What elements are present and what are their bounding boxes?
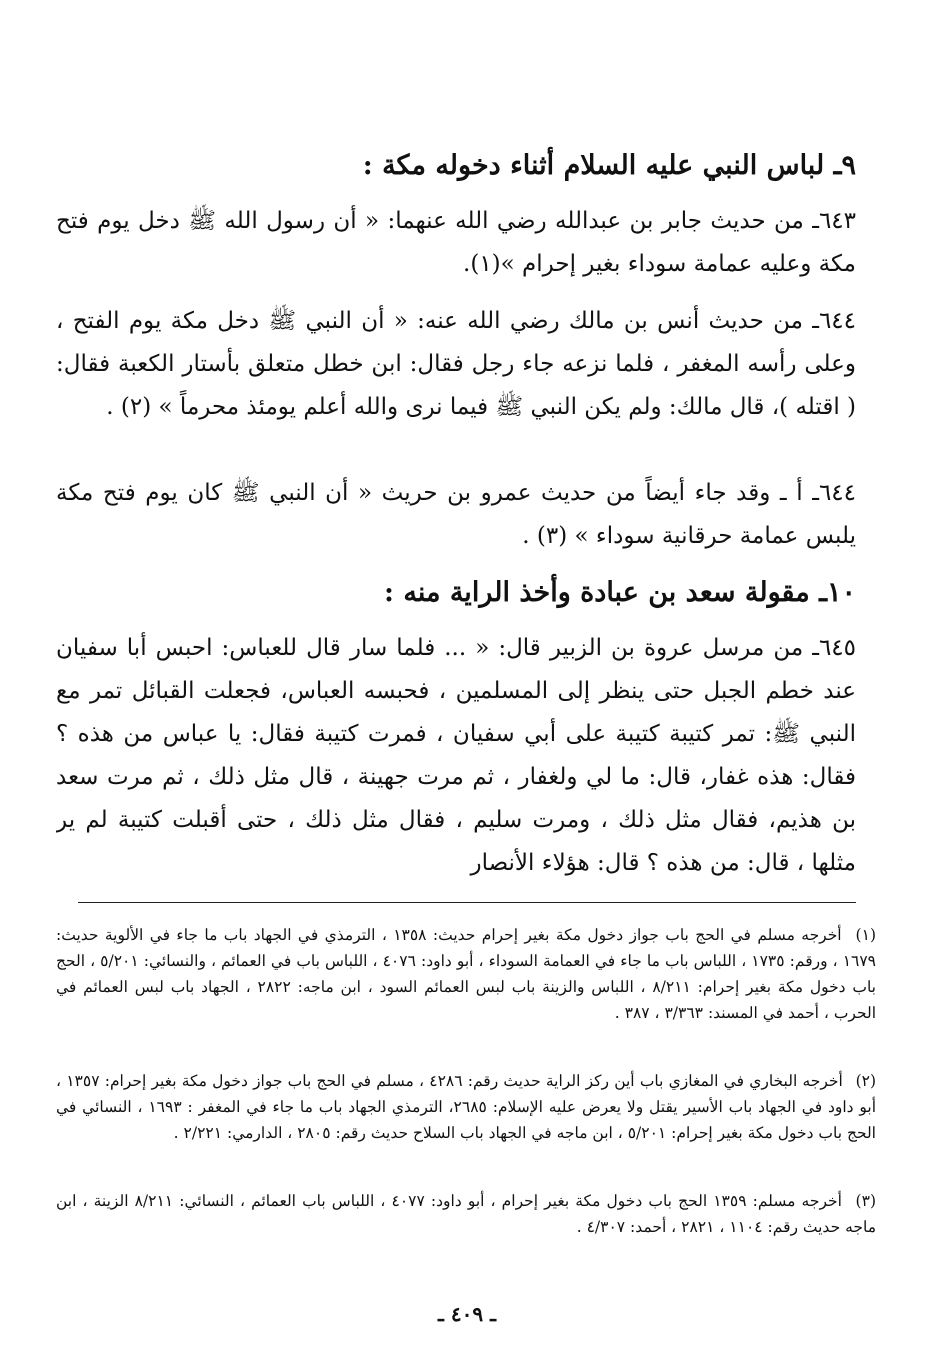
hadith-645: ٦٤٥ـ من مرسل عروة بن الزبير قال: « ... فلما سار قال للعباس: احبس أبا سفيان عند خطم الجبل حتى ينظر إلى المسلمين ، فحبسه العباس، فجعلت القبائل تمر مع النبي ﷺ: تمر كتيبة كتيبة على أبي سفيان ، فمرت كتيبة فقال: يا عباس من هذه ؟ فقال: هذه غفار، قال: ما لي ولغفار ، ثم مرت جهينة ، قال مثل ذلك ، ثم مرت سعد بن هذيم، فقال مثل ذلك ، ومرت سليم ، فقال مثل ذلك ، حتى أقبلت كتيبة لم ير مثلها ، قال: من هذه ؟ قال: هؤلاء الأنصار	[56, 635, 856, 876]
footnote-text: أخرجه مسلم في الحج باب جواز دخول مكة بغير إحرام حديث: ١٣٥٨ ، الترمذي في الجهاد باب ما جاء في الألوية حديث: ١٦٧٩ ، ورقم: ١٧٣٥ ، اللباس باب ما جاء في العمامة السوداء ، أبو داود: ٤٠٧٦ ، اللباس باب في العمائم ، والنسائي: ٥/٢٠١ ، الحج باب دخول مكة بغير إحرام: ٨/٢١١ ، اللباس والزينة باب لبس العمائم السود ، ابن ماجه: ٢٨٢٢ ، الجهاد باب لبس العمائم في الحرب ، أحمد في المسند: ٣/٣٦٣ ، ٣٨٧ .	[56, 926, 876, 1022]
footnote-2	[56, 1068, 876, 1176]
hadith-644a: ٦٤٤ـ أ ـ وقد جاء أيضاً من حديث عمرو بن حريث « أن النبي ﷺ كان يوم فتح مكة يلبس عمامة حرقانية سوداء » (٣) .	[56, 480, 856, 549]
hadith-643: ٦٤٣ـ من حديث جابر بن عبدالله رضي الله عنهما: « أن رسول الله ﷺ دخل يوم فتح مكة وعليه عمامة سوداء بغير إحرام »(١).	[56, 208, 856, 277]
page-number: ـ ٤٠٩ ـ	[438, 1302, 496, 1326]
footnote-1	[56, 922, 876, 1054]
footnote-number: (٣)	[855, 1192, 876, 1210]
section-heading-10: ١٠ـ مقولة سعد بن عبادة وأخذ الراية منه :	[383, 577, 856, 608]
section-heading-9: ٩ـ لباس النبي عليه السلام أثناء دخوله مكة :	[362, 150, 856, 181]
footnote-number: (٢)	[855, 1072, 876, 1090]
footnote-3	[56, 1188, 876, 1244]
footnote-number: (١)	[855, 926, 876, 944]
footnote-text: أخرجه البخاري في المغازي باب أين ركز الراية حديث رقم: ٤٢٨٦ ، مسلم في الحج باب جواز دخول مكة بغير إحرام: ١٣٥٧ ، أبو داود في الجهاد باب الأسير يقتل ولا يعرض عليه الإسلام: ٢٦٨٥، الترمذي الجهاد باب ما جاء في المغفر : ١٦٩٣ ، النسائي في الحج باب دخول مكة بغير إحرام: ٥/٢٠١ ، ابن ماجه في الجهاد باب السلاح حديث رقم: ٢٨٠٥ ، الدارمي: ٢/٢٢١ .	[56, 1072, 876, 1142]
hadith-644: ٦٤٤ـ من حديث أنس بن مالك رضي الله عنه: « أن النبي ﷺ دخل مكة يوم الفتح ، وعلى رأسه المغفر ، فلما نزعه جاء رجل فقال: ابن خطل متعلق بأستار الكعبة فقال: ( اقتله )، قال مالك: ولم يكن النبي ﷺ فيما نرى والله أعلم يومئذ محرماً » (٢) .	[56, 308, 856, 420]
footnote-separator	[78, 902, 856, 903]
footnote-text: أخرجه مسلم: ١٣٥٩ الحج باب دخول مكة بغير إحرام ، أبو داود: ٤٠٧٧ ، اللباس باب العمائم ، النسائي: ٨/٢١١ الزينة ، ابن ماجه حديث رقم: ١١٠٤ ، ٢٨٢١ ، أحمد: ٤/٣٠٧ .	[56, 1192, 876, 1236]
